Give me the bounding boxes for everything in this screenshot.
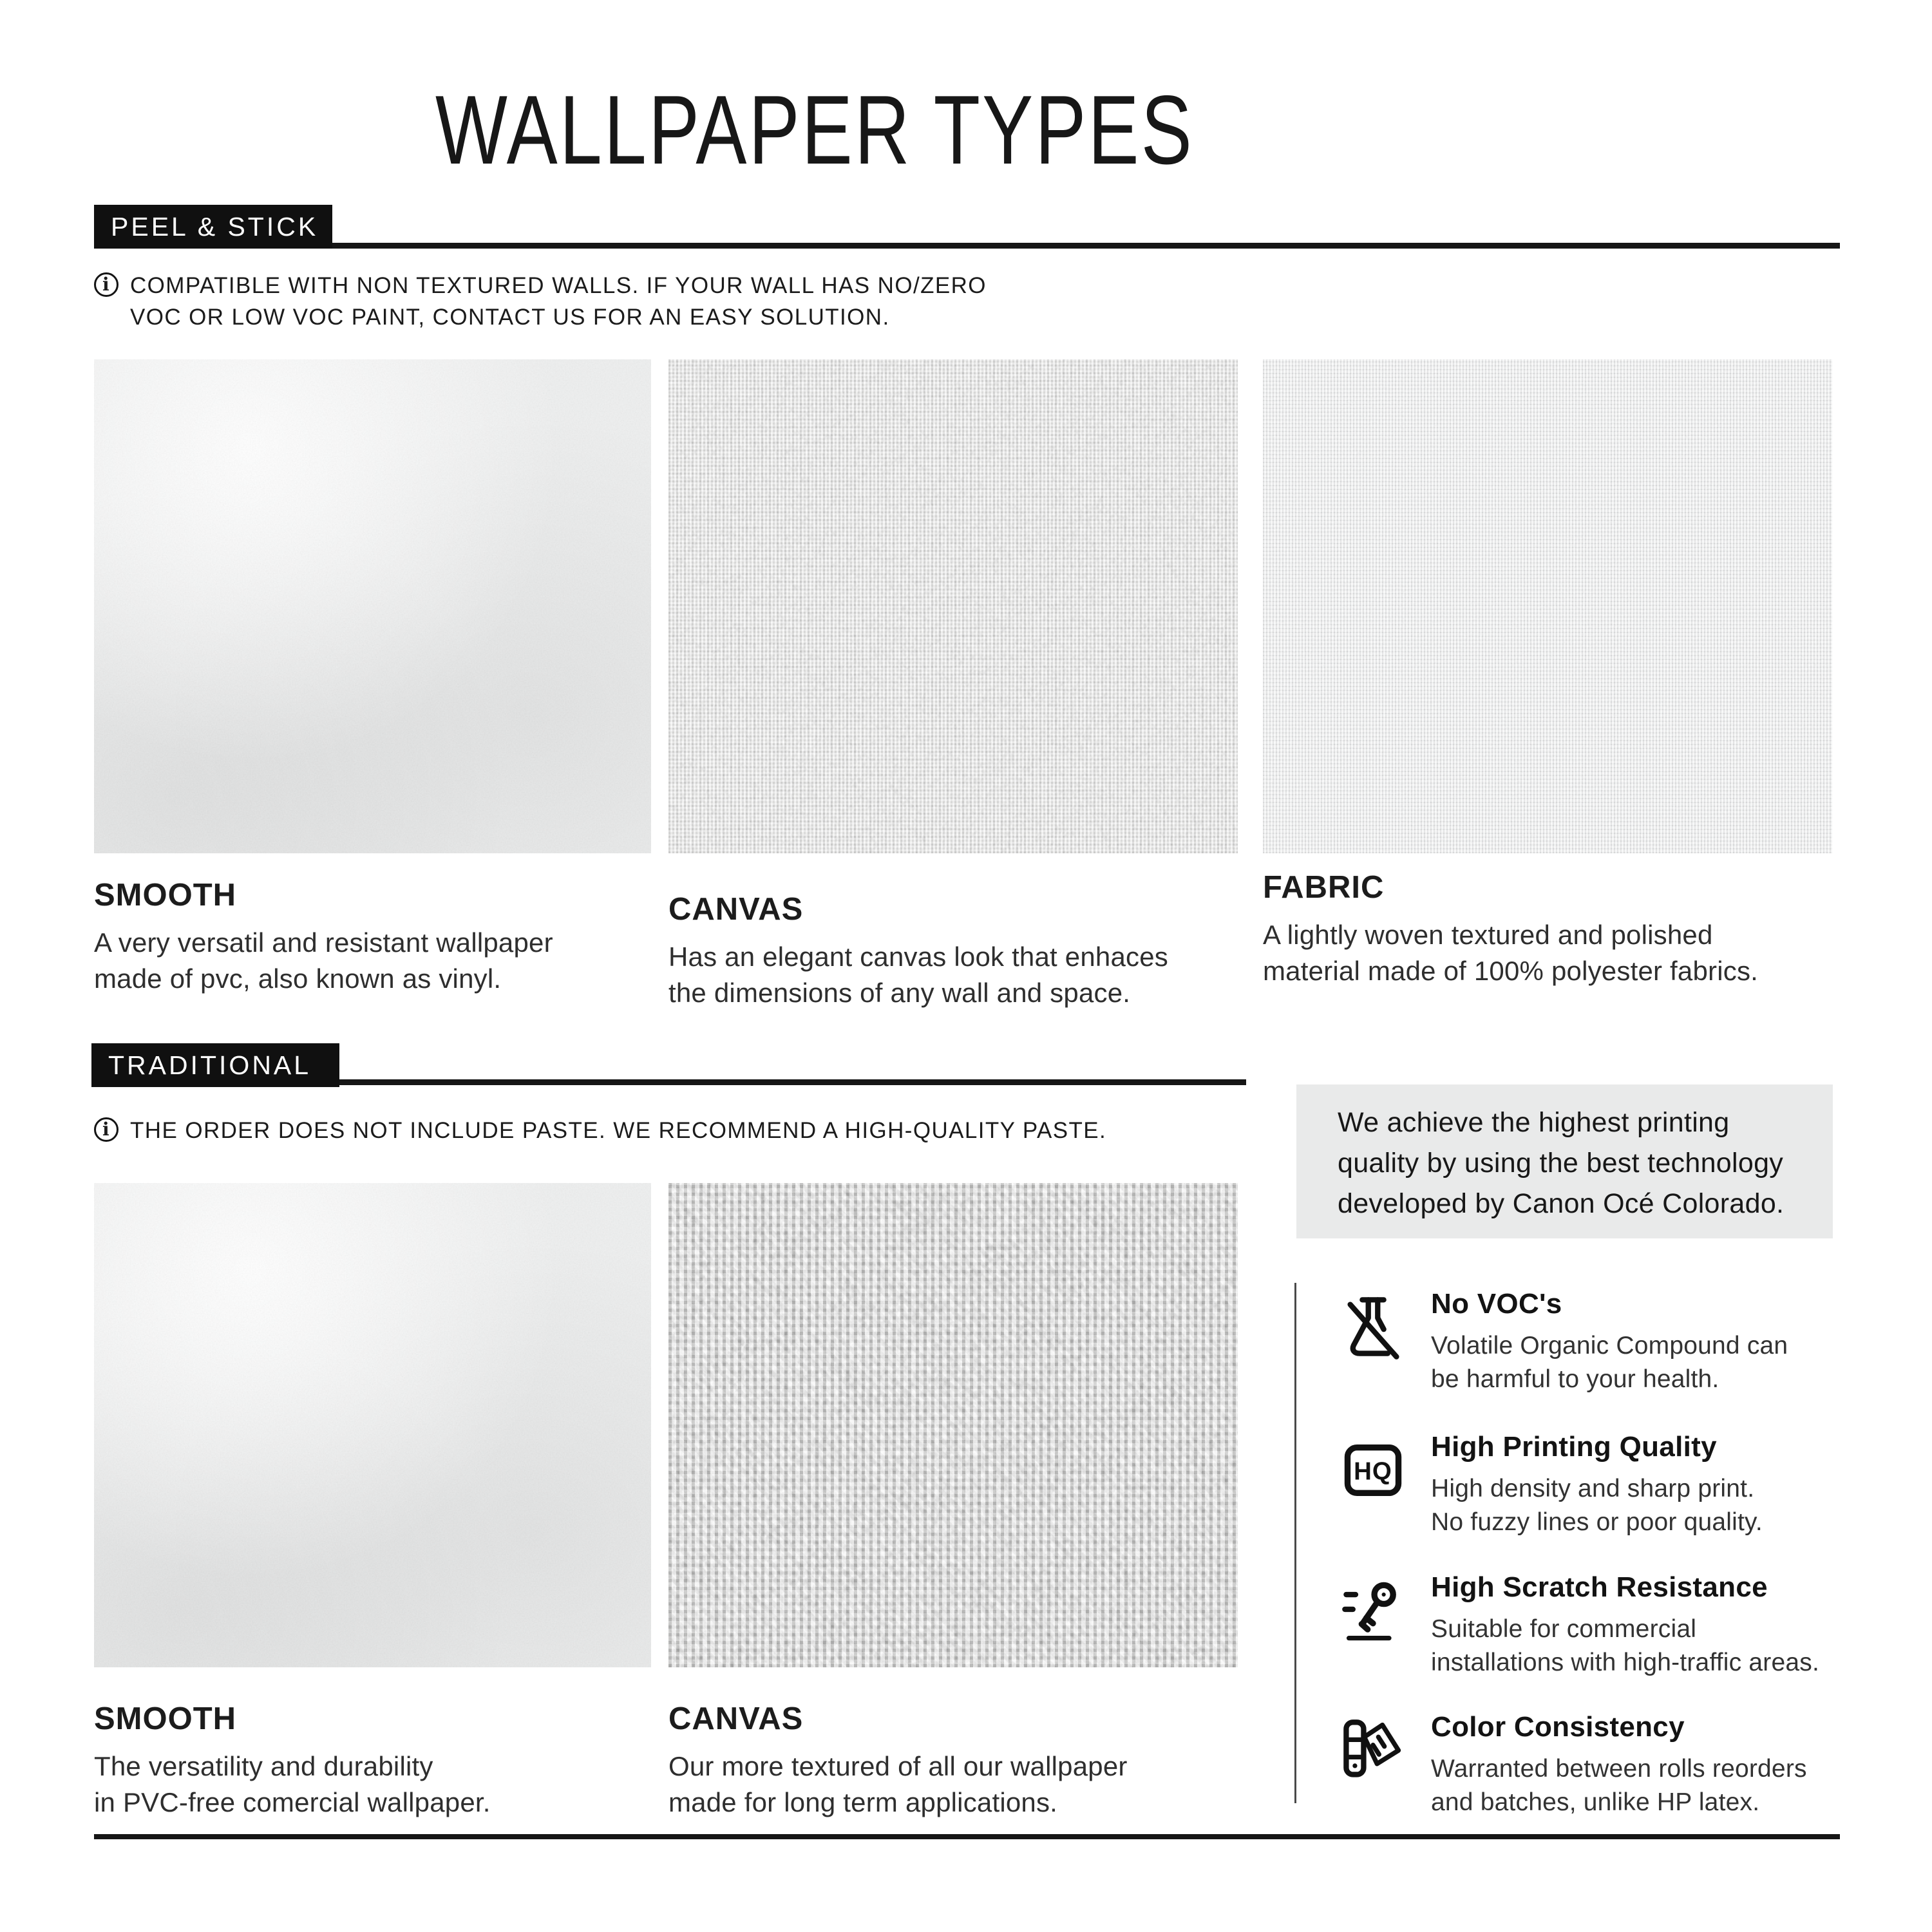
swatch-desc-line1: Has an elegant canvas look that enhaces (668, 942, 1168, 972)
smooth-texture-noise (94, 1183, 651, 1667)
caption-peel-smooth (94, 877, 674, 997)
peel-stick-note (94, 270, 987, 333)
quality-box-line3: developed by Canon Océ Colorado. (1338, 1188, 1785, 1219)
swatch-peel-smooth (94, 359, 651, 853)
caption-traditional-canvas (668, 1701, 1261, 1821)
swatch-name: FABRIC (1263, 870, 1385, 905)
swatch-desc-line2: in PVC-free comercial wallpaper. (94, 1787, 491, 1817)
quality-box-line1: We achieve the highest printing (1338, 1107, 1730, 1138)
feature-desc-line2: and batches, unlike HP latex. (1431, 1788, 1760, 1816)
swatch-desc-line1: The versatility and durability (94, 1751, 433, 1781)
peel-stick-note-line1: COMPATIBLE WITH NON TEXTURED WALLS. IF YOUR WALL HAS NO/ZERO (130, 273, 987, 298)
feature-desc-line1: High density and sharp print. (1431, 1475, 1755, 1502)
traditional-note-line: THE ORDER DOES NOT INCLUDE PASTE. WE RECOMMEND A HIGH-QUALITY PASTE. (130, 1118, 1107, 1143)
feature-desc-line1: Warranted between rolls reorders (1431, 1755, 1807, 1783)
feature-title: High Scratch Resistance (1431, 1571, 1768, 1603)
feature-desc-line1: Suitable for commercial (1431, 1615, 1697, 1643)
swatch-peel-canvas (668, 359, 1238, 853)
feature-color-consistency (1340, 1711, 1893, 1819)
peel-stick-section-label: PEEL & STICK (94, 205, 332, 249)
bottom-rule (94, 1834, 1840, 1839)
feature-no-voc (1340, 1288, 1893, 1396)
fabric-texture-noise (1263, 359, 1832, 853)
canvas-texture-noise (668, 359, 1238, 853)
feature-high-printing-quality (1340, 1431, 1893, 1539)
caption-traditional-smooth (94, 1701, 674, 1821)
traditional-section-label: TRADITIONAL (91, 1043, 339, 1087)
caption-peel-canvas (668, 891, 1261, 1011)
swatch-traditional-smooth (94, 1183, 651, 1667)
feature-title: Color Consistency (1431, 1711, 1685, 1743)
feature-desc-line1: Volatile Organic Compound can (1431, 1332, 1788, 1359)
color-swatches-icon (1340, 1715, 1406, 1786)
quality-box-line2: quality by using the best technology (1338, 1148, 1784, 1179)
feature-desc-line2: installations with high-traffic areas. (1431, 1649, 1819, 1676)
peel-stick-note-line2: VOC OR LOW VOC PAINT, CONTACT US FOR AN EASY SOLUTION. (130, 305, 890, 330)
swatch-desc-line1: Our more textured of all our wallpaper (668, 1751, 1128, 1781)
caption-peel-fabric (1263, 869, 1855, 989)
feature-desc-line2: No fuzzy lines or poor quality. (1431, 1508, 1763, 1536)
scratch-key-icon (1340, 1575, 1406, 1646)
swatch-peel-fabric (1263, 359, 1832, 853)
swatch-desc-line2: material made of 100% polyester fabrics. (1263, 956, 1759, 986)
smooth-texture-noise (94, 359, 651, 853)
info-icon: i (94, 1117, 118, 1142)
swatch-traditional-canvas (668, 1183, 1238, 1667)
page-title: WALLPAPER TYPES (435, 75, 1194, 185)
hq-badge-icon (1340, 1435, 1406, 1506)
hq-badge-text: HQ (1354, 1457, 1392, 1486)
peel-stick-rule (94, 243, 1840, 249)
swatch-desc-line2: made of pvc, also known as vinyl. (94, 963, 502, 994)
swatch-name: CANVAS (668, 892, 804, 927)
no-voc-flask-icon (1340, 1292, 1406, 1363)
feature-high-scratch-resistance (1340, 1571, 1893, 1680)
swatch-name: CANVAS (668, 1701, 804, 1736)
swatch-desc-line2: made for long term applications. (668, 1787, 1058, 1817)
features-divider-line (1294, 1283, 1296, 1803)
feature-desc-line2: be harmful to your health. (1431, 1365, 1719, 1393)
info-icon: i (94, 272, 118, 297)
swatch-name: SMOOTH (94, 1701, 237, 1736)
swatch-name: SMOOTH (94, 878, 237, 913)
feature-title: High Printing Quality (1431, 1431, 1717, 1463)
feature-title: No VOC's (1431, 1288, 1562, 1320)
quality-box (1296, 1084, 1833, 1238)
swatch-desc-line1: A very versatil and resistant wallpaper (94, 927, 553, 958)
rough-canvas-texture-noise (668, 1183, 1238, 1667)
swatch-desc-line1: A lightly woven textured and polished (1263, 920, 1713, 950)
traditional-note (94, 1115, 1106, 1146)
swatch-desc-line2: the dimensions of any wall and space. (668, 978, 1131, 1008)
